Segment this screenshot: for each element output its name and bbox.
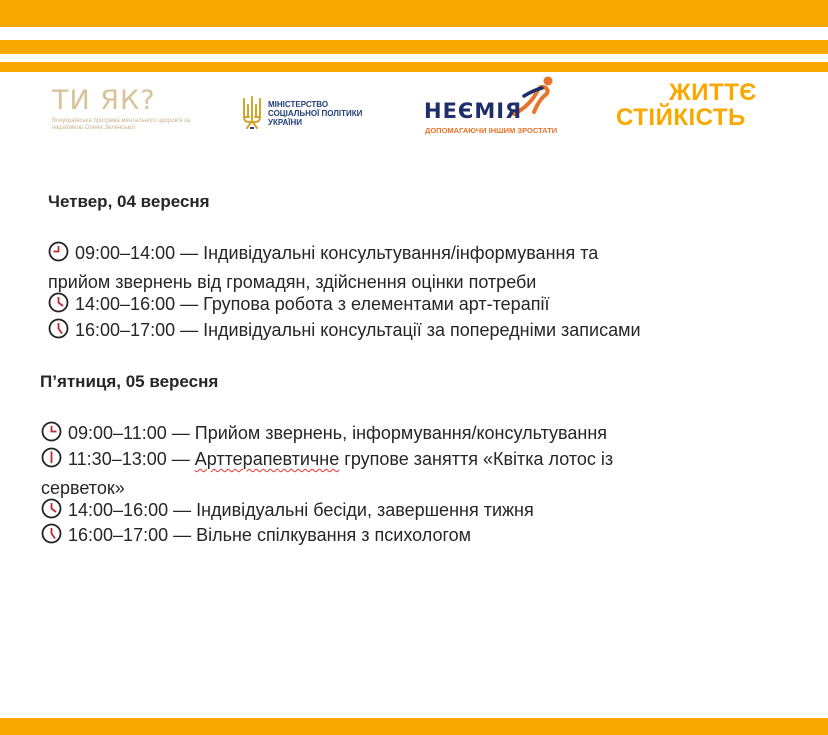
entry-text-continuation: прийом звернень від громадян, здійснення оцінки потреби xyxy=(48,271,537,292)
entry-text-continuation: серветок» xyxy=(41,477,125,498)
entry-text: 14:00–16:00 — Індивідуальні бесіди, завершення тижня xyxy=(68,500,534,520)
day-title-thursday: Четвер, 04 вересня xyxy=(48,192,210,211)
entry-text: 16:00–17:00 — Індивідуальні консультації за попередніми записами xyxy=(75,320,641,340)
entry-text: 14:00–16:00 — Групова робота з елементами арт-терапії xyxy=(75,294,550,314)
tiyak-logo-subtitle: Всеукраїнська програма ментального здоров'я за ініціативою Олени Зеленської xyxy=(52,118,190,131)
clock-icon xyxy=(48,292,69,321)
clock-icon xyxy=(48,241,69,270)
schedule-entry xyxy=(41,523,471,552)
schedule-entry xyxy=(41,447,613,501)
clock-icon xyxy=(41,523,62,552)
trident-emblem-icon xyxy=(241,95,263,131)
entry-text: 16:00–17:00 — Вільне спілкування з психологом xyxy=(68,525,472,545)
entry-text-start: 11:30–13:00 — xyxy=(68,449,195,469)
day-title-friday: П’ятниця, 05 вересня xyxy=(40,372,219,391)
clock-icon xyxy=(41,421,62,450)
schedule-entry xyxy=(48,292,549,321)
bottom-stripe xyxy=(0,718,828,735)
neemiya-logo-word: НЕЄМІЯ xyxy=(424,99,523,123)
neemiya-logo xyxy=(422,76,562,138)
top-stripe-1 xyxy=(0,0,828,27)
neemiya-logo-tagline: ДОПОМАГАЮЧИ ІНШИМ ЗРОСТАТИ xyxy=(425,126,558,135)
clock-icon xyxy=(48,318,69,347)
entry-text: 09:00–14:00 — Індивідуальні консультування/інформування та xyxy=(75,243,599,263)
schedule-entry xyxy=(48,318,641,347)
top-stripe-3 xyxy=(0,62,828,72)
tiyak-logo xyxy=(52,86,202,136)
schedule-entry xyxy=(48,241,598,295)
schedule-entry xyxy=(41,421,607,450)
ministry-logo-text: МІНІСТЕРСТВО СОЦІАЛЬНОЇ ПОЛІТИКИ УКРАЇНИ xyxy=(268,99,363,127)
spellcheck-marked-word: Арттерапевтичне xyxy=(194,449,340,469)
tiyak-logo-word: ТИ ЯК? xyxy=(52,85,156,116)
entry-text: 09:00–11:00 — Прийом звернень, інформування/консультування xyxy=(68,423,608,443)
zhyttye-logo-line2: СТІЙКІСТЬ xyxy=(616,104,746,131)
ministry-logo xyxy=(241,93,381,133)
top-stripe-2 xyxy=(0,40,828,54)
entry-text-end: групове заняття «Квітка лотос із xyxy=(339,449,614,469)
clock-icon xyxy=(41,447,62,476)
zhyttye-logo-line1: ЖИТТЄ xyxy=(669,79,757,106)
zhyttye-stiykist-logo xyxy=(616,80,786,130)
